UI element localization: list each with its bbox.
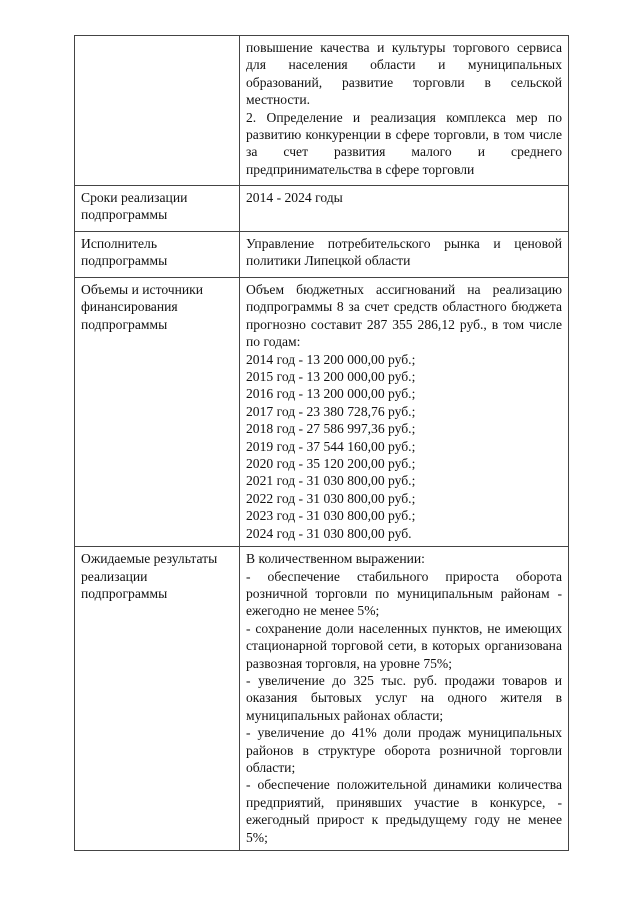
table-row-results	[75, 547, 569, 851]
funding-year: 2015 год - 13 200 000,00 руб.;	[246, 369, 416, 385]
funding-year: 2017 год - 23 380 728,76 руб.;	[246, 403, 416, 419]
goals-text-2: 2. Определение и реализация комплекса мер по развитию конкуренции в сфере торговли, в том числе за счет развития малого и среднего предпринимательства в сфере торговли	[246, 109, 562, 177]
funding-year: 2021 год - 31 030 800,00 руб.;	[246, 473, 416, 489]
table-row-executor	[75, 232, 569, 278]
funding-year: 2018 год - 27 586 997,36 руб.;	[246, 421, 416, 437]
label-funding: Объемы и источники финансирования подпрограммы	[75, 278, 240, 547]
label-cell-empty	[75, 36, 240, 186]
value-cell-goals	[240, 36, 569, 186]
funding-year: 2022 год - 31 030 800,00 руб.;	[246, 490, 416, 506]
value-executor: Управление потребительского рынка и ценовой политики Липецкой области	[240, 232, 569, 278]
results-item: - обеспечение положительной динамики количества предприятий, принявших участие в конкурсе, - ежегодный прирост к предыдущему году не менее 5%;	[246, 777, 562, 845]
results-intro: В количественном выражении:	[246, 551, 425, 567]
value-funding	[240, 278, 569, 547]
results-item: - увеличение до 41% доли продаж муниципальных районов в структуре оборота розничной торговли области;	[246, 725, 562, 775]
value-results	[240, 547, 569, 851]
funding-year: 2024 год - 31 030 800,00 руб.	[246, 525, 412, 541]
funding-year: 2014 год - 13 200 000,00 руб.;	[246, 351, 416, 367]
label-results: Ожидаемые результаты реализации подпрограммы	[75, 547, 240, 851]
value-terms: 2014 - 2024 годы	[240, 186, 569, 232]
table-row-funding	[75, 278, 569, 547]
goals-text-1: повышение качества и культуры торгового сервиса для населения области и муниципальных образований, развитие торговли в сельской местности.	[246, 40, 562, 108]
table-row-goals	[75, 36, 569, 186]
table-row-terms	[75, 186, 569, 232]
results-item: - обеспечение стабильного прироста оборота розничной торговли по муниципальным районам - ежегодно не менее 5%;	[246, 568, 562, 619]
results-item: - увеличение до 325 тыс. руб. продажи товаров и оказания бытовых услуг на одного жителя в муниципальных районах области;	[246, 672, 562, 723]
funding-year: 2020 год - 35 120 200,00 руб.;	[246, 456, 416, 472]
funding-intro: Объем бюджетных ассигнований на реализацию подпрограммы 8 за счет средств областного бюджета прогнозно составит 287 355 286,12 руб., в том числе по годам:	[246, 282, 562, 350]
label-terms: Сроки реализации подпрограммы	[75, 186, 240, 232]
passport-table	[74, 35, 569, 851]
label-executor: Исполнитель подпрограммы	[75, 232, 240, 278]
funding-year: 2023 год - 31 030 800,00 руб.;	[246, 508, 416, 524]
funding-year: 2019 год - 37 544 160,00 руб.;	[246, 438, 416, 454]
results-item: - сохранение доли населенных пунктов, не имеющих стационарной торговой сети, в которых организована развозная торговля, на уровне 75%;	[246, 620, 562, 671]
funding-year: 2016 год - 13 200 000,00 руб.;	[246, 386, 416, 402]
